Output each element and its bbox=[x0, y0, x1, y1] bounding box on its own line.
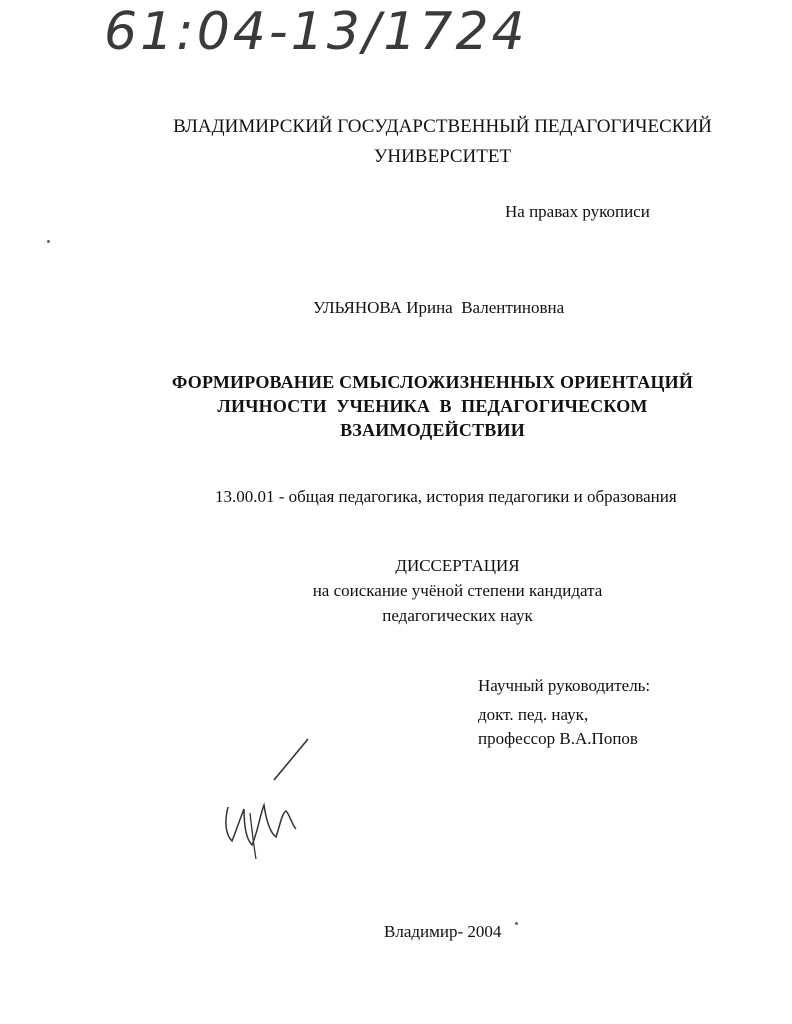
supervisor-name: профессор В.А.Попов bbox=[478, 729, 638, 748]
thesis-title-line3: ВЗАИМОДЕЙСТВИИ bbox=[340, 420, 525, 440]
handwritten-signature bbox=[210, 735, 320, 865]
archive-code-handwritten: 61:04-13/1724 bbox=[104, 2, 528, 62]
dissertation-heading: ДИССЕРТАЦИЯ bbox=[395, 556, 520, 575]
manuscript-note: На правах рукописи bbox=[505, 202, 650, 221]
university-name-line2: УНИВЕРСИТЕТ bbox=[373, 146, 512, 167]
scan-speck bbox=[47, 240, 50, 243]
dissertation-degree-line1: на соискание учёной степени кандидата bbox=[312, 581, 603, 600]
dissertation-degree-line2: педагогических наук bbox=[382, 606, 533, 625]
author-name: УЛЬЯНОВА Ирина Валентиновна bbox=[313, 298, 565, 317]
city-year: Владимир- 2004 bbox=[384, 922, 502, 941]
university-name-line1: ВЛАДИМИРСКИЙ ГОСУДАРСТВЕННЫЙ ПЕДАГОГИЧЕСКИЙ bbox=[173, 116, 712, 137]
specialty-code: 13.00.01 - общая педагогика, история педагогики и образования bbox=[215, 487, 677, 506]
supervisor-degree: докт. пед. наук, bbox=[478, 705, 589, 724]
thesis-title-line2: ЛИЧНОСТИ УЧЕНИКА В ПЕДАГОГИЧЕСКОМ bbox=[217, 396, 648, 416]
supervisor-label: Научный руководитель: bbox=[478, 676, 651, 695]
thesis-title-line1: ФОРМИРОВАНИЕ СМЫСЛОЖИЗНЕННЫХ ОРИЕНТАЦИЙ bbox=[171, 372, 694, 392]
scan-speck bbox=[515, 922, 518, 925]
